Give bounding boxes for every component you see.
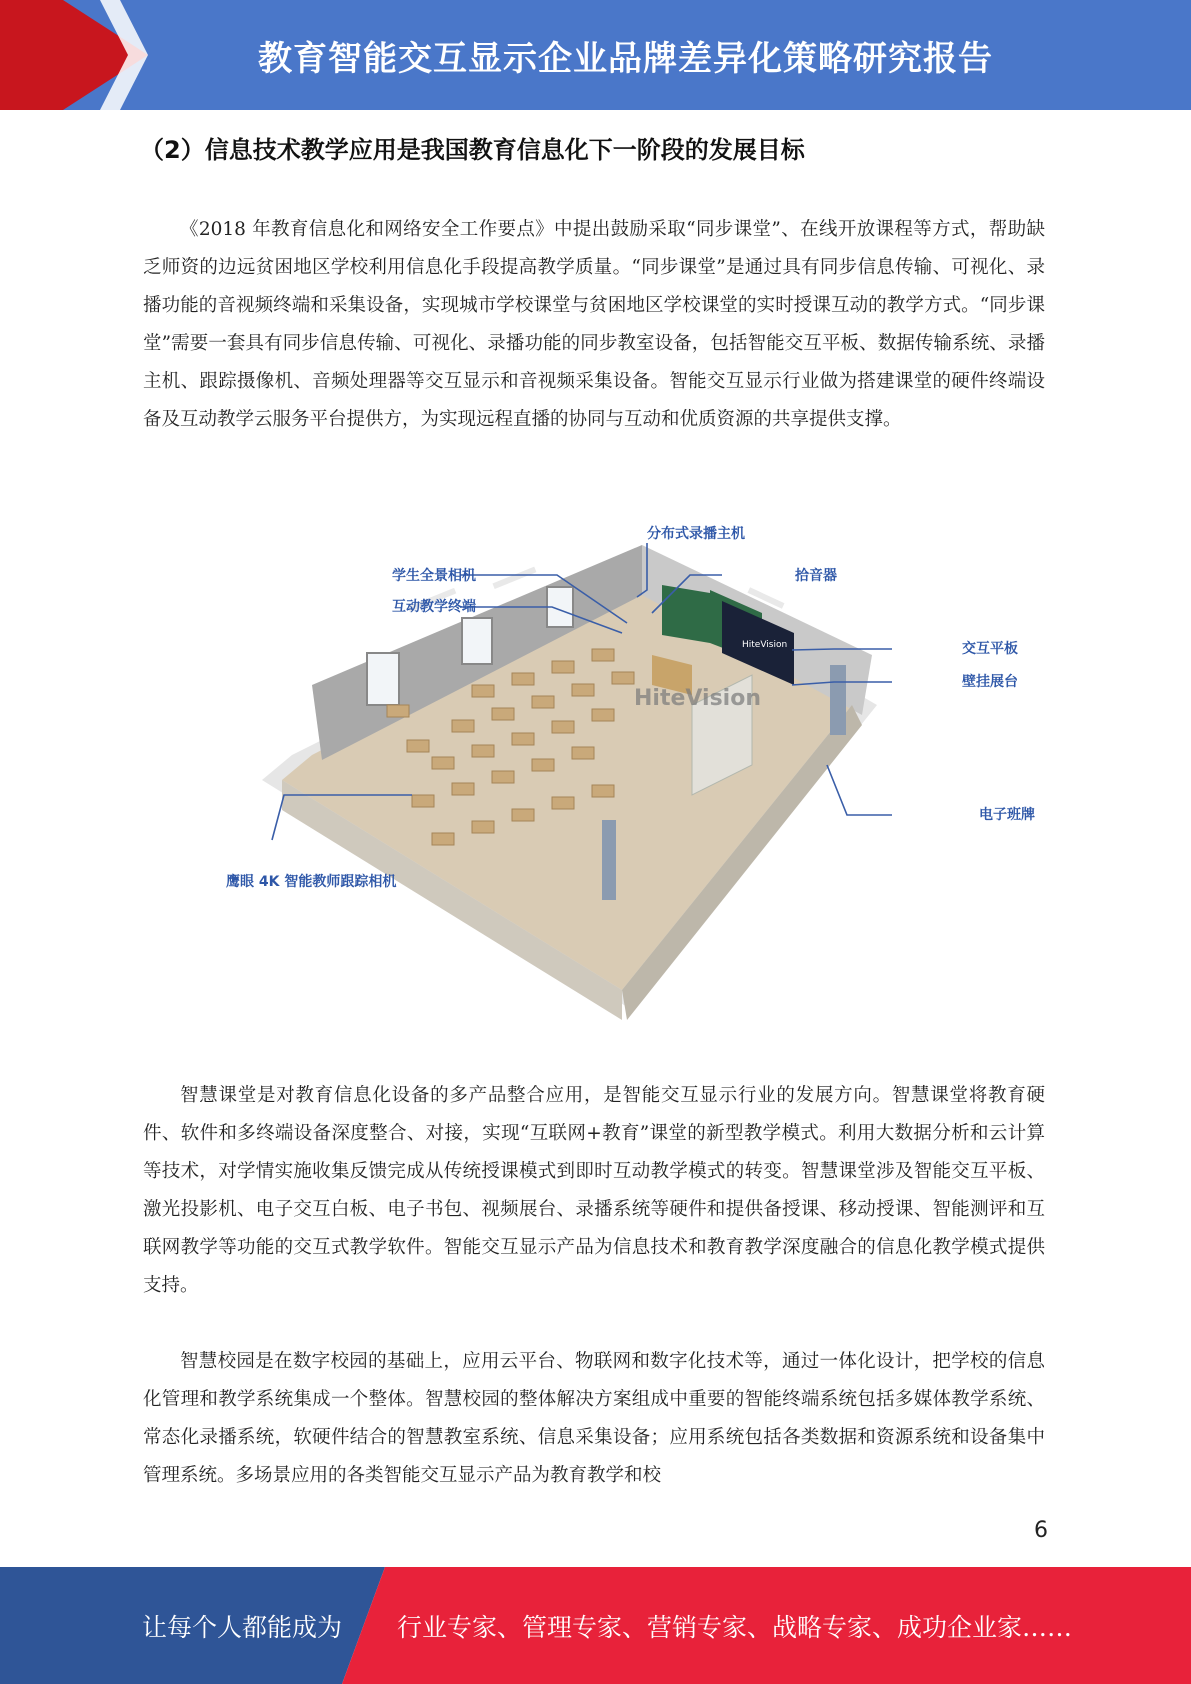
callout-interactive-terminal: 互动教学终端 — [392, 599, 476, 615]
callout-student-camera: 学生全景相机 — [392, 568, 476, 584]
classroom-illustration — [222, 525, 1062, 1025]
section-heading: （2）信息技术教学应用是我国教育信息化下一阶段的发展目标 — [140, 136, 805, 164]
footer-banner — [0, 1567, 1191, 1684]
report-title: 教育智能交互显示企业品牌差异化策略研究报告 — [258, 38, 993, 79]
paragraph-smart-classroom: 智慧课堂是对教育信息化设备的多产品整合应用，是智能交互显示行业的发展方向。智慧课堂将教育硬件、软件和多终端设备深度整合、对接，实现“互联网+教育”课堂的新型教学模式。利用大数据分析和云计算等技术，对学情实施收集反馈完成从传统授课模式到即时互动教学模式的转变。智慧课堂涉及智能交互平板、激光投影机、电子交互白板、电子书包、视频展台、录播系统等硬件和提供备授课、移动授课、智能测评和互联网教学等功能的交互式教学软件。智能交互显示产品为信息技术和教育教学深度融合的信息化教学模式提供支持。 — [143, 1085, 1045, 1296]
paragraph-sync-classroom: 《2018 年教育信息化和网络安全工作要点》中提出鼓励采取“同步课堂”、在线开放课程等方式，帮助缺乏师资的边远贫困地区学校利用信息化手段提高教学质量。“同步课堂”是通过具有同步信息传输、可视化、录播功能的音视频终端和采集设备，实现城市学校课堂与贫困地区学校课堂的实时授课互动的教学方式。“同步课堂”需要一套具有同步信息传输、可视化、录播功能的同步教室设备，包括智能交互平板、数据传输系统、录播主机、跟踪摄像机、音频处理器等交互显示和音视频采集设备。智能交互显示行业做为搭建课堂的硬件终端设备及互动教学云服务平台提供方，为实现远程直播的协同与互动和优质资源的共享提供支撑。 — [143, 219, 1045, 430]
footer-slogan-right: 行业专家、管理专家、营销专家、战略专家、成功企业家…… — [397, 1612, 1073, 1642]
callout-interactive-panel: 交互平板 — [962, 641, 1018, 657]
footer-slogan-left: 让每个人都能成为 — [142, 1612, 343, 1642]
callout-recording-host: 分布式录播主机 — [647, 526, 745, 542]
screen-brand: HiteVision — [742, 640, 788, 650]
callout-wall-stand: 壁挂展台 — [962, 674, 1018, 690]
callout-e-class-board: 电子班牌 — [979, 807, 1035, 823]
callout-teacher-tracking-camera: 鹰眼 4K 智能教师跟踪相机 — [226, 874, 397, 890]
watermark-logo: HiteVision — [634, 686, 761, 711]
smart-classroom-diagram — [222, 525, 1062, 1025]
page-number: 6 — [1034, 1518, 1048, 1543]
header-banner — [0, 0, 1191, 110]
paragraph-smart-campus: 智慧校园是在数字校园的基础上，应用云平台、物联网和数字化技术等，通过一体化设计，把学校的信息化管理和教学系统集成一个整体。智慧校园的整体解决方案组成中重要的智能终端系统包括多媒体教学系统、常态化录播系统，软硬件结合的智慧教室系统、信息采集设备；应用系统包括各类数据和资源系统和设备集中管理系统。多场景应用的各类智能交互显示产品为教育教学和校 — [143, 1351, 1045, 1486]
callout-microphone: 拾音器 — [795, 568, 837, 584]
